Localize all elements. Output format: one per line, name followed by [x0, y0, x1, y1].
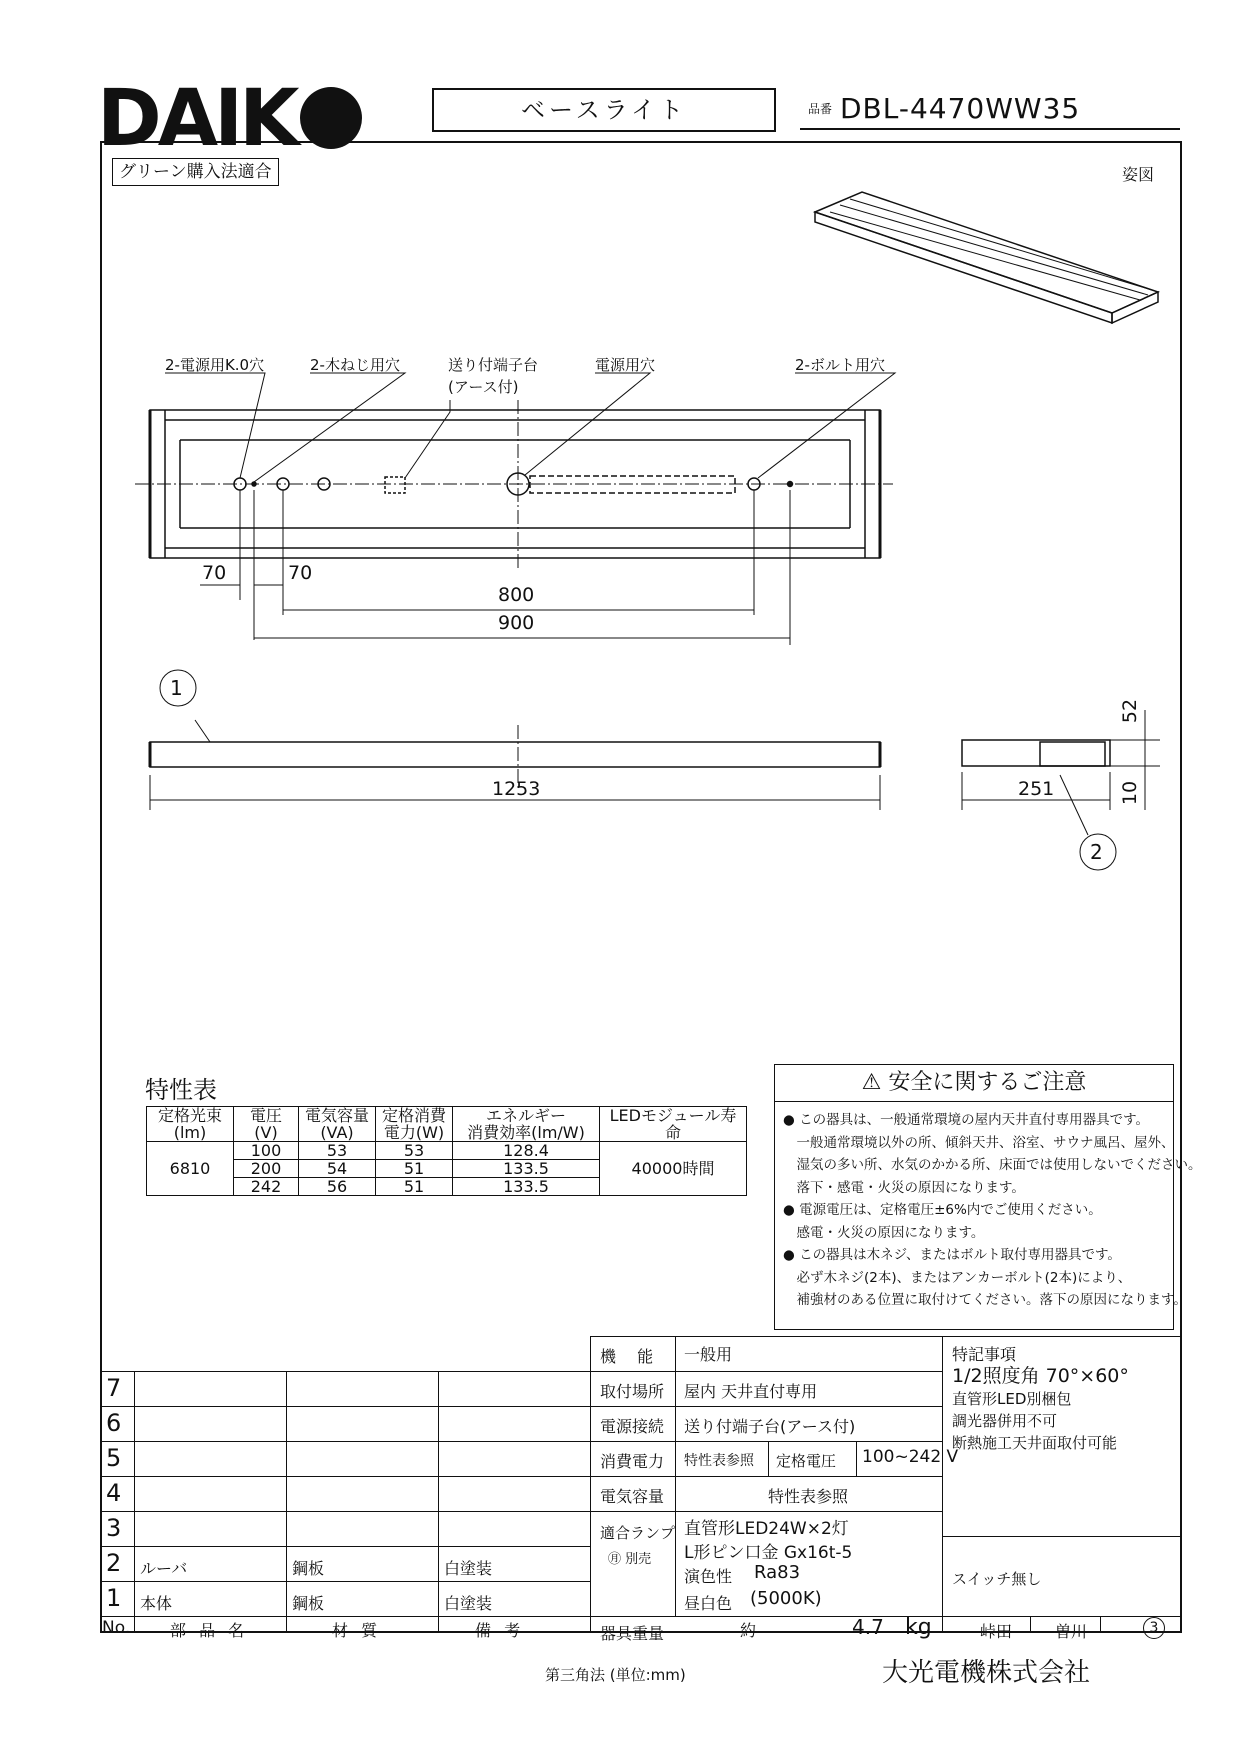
safety-line: 必ず木ネジ(2本)、またはアンカーボルト(2本)により、 — [783, 1269, 1132, 1286]
part-no: 5 — [106, 1444, 122, 1472]
spec-lamp-sub: ㊊ 別売 — [608, 1552, 652, 1567]
footer-material: 材 質 — [332, 1621, 382, 1640]
footer-name: 部 品 名 — [170, 1621, 249, 1640]
spec-weight-unit: kg — [905, 1615, 932, 1640]
spec-lamp-4: (5000K) — [750, 1588, 822, 1609]
notes-line-3: 調光器併用不可 — [952, 1412, 1058, 1430]
callout-2: 2 — [1090, 840, 1103, 864]
label-terminal: 送り付端子台 — [448, 356, 539, 374]
projection-method: 第三角法 (単位:mm) — [545, 1666, 686, 1684]
cell-va: 54 — [299, 1160, 376, 1178]
safety-line: 落下・感電・火災の原因になります。 — [783, 1179, 1025, 1196]
spec-label-capacity: 電気容量 — [600, 1487, 665, 1506]
revision-mark: 3 — [1143, 1617, 1165, 1639]
safety-line: ● 電源電圧は、定格電圧±6%内でご使用ください。 — [783, 1202, 1102, 1218]
label-wood-screw: 2-木ねじ用穴 — [310, 356, 400, 374]
product-type-box: ベースライト — [432, 88, 776, 132]
spec-label-kinou: 機 能 — [600, 1347, 662, 1366]
safety-body — [783, 1109, 1202, 1312]
th-va: 電気容量 (VA) — [299, 1107, 376, 1142]
part-material: 鋼板 — [292, 1559, 325, 1578]
spec-label-weight: 器具重量 — [600, 1624, 665, 1643]
cell-v: 200 — [234, 1160, 299, 1178]
part-no: 6 — [106, 1409, 122, 1437]
tokusei-title: 特性表 — [145, 1076, 217, 1104]
spec-lamp-4-label: 昼白色 — [684, 1594, 733, 1613]
spec-label-lamp: 適合ランプ — [600, 1524, 676, 1542]
notes-line-1: 1/2照度角 70°×60° — [952, 1365, 1129, 1387]
spec-capacity: 特性表参照 — [768, 1487, 849, 1506]
title-block — [100, 1336, 1182, 1643]
hinban-label: 品番 — [808, 102, 833, 116]
notes-line-2: 直管形LED別梱包 — [952, 1390, 1072, 1408]
cell-va: 53 — [299, 1142, 376, 1160]
part-no: 3 — [106, 1514, 122, 1542]
sign-1: 峠田 — [980, 1622, 1013, 1641]
label-bolt: 2-ボルト用穴 — [795, 356, 885, 374]
spec-place: 屋内 天井直付専用 — [684, 1382, 818, 1401]
part-note: 白塗装 — [444, 1559, 493, 1578]
safety-line: 一般通常環境以外の所、傾斜天井、浴室、サウナ風呂、屋外、 — [783, 1134, 1175, 1151]
spec-rated: 100~242 V — [862, 1447, 959, 1467]
cell-w: 53 — [376, 1142, 453, 1160]
part-no: 2 — [106, 1549, 122, 1577]
dim-70-right: 70 — [288, 562, 313, 584]
spec-lamp-3: Ra83 — [754, 1562, 801, 1583]
tokusei-table — [146, 1106, 747, 1196]
cell-va: 56 — [299, 1178, 376, 1196]
spec-conn: 送り付端子台(アース付) — [684, 1417, 856, 1436]
callout-1: 1 — [170, 676, 183, 700]
cell-eff: 128.4 — [453, 1142, 600, 1160]
th-voltage: 電圧 (V) — [234, 1107, 299, 1142]
notes-title: 特記事項 — [952, 1345, 1017, 1364]
safety-line: ● この器具は木ネジ、またはボルト取付専用器具です。 — [783, 1247, 1121, 1263]
green-purchase-badge: グリーン購入法適合 — [112, 158, 279, 186]
spec-rated-label: 定格電圧 — [776, 1452, 837, 1470]
dim-900: 900 — [498, 612, 535, 634]
model-number: DBL-4470WW35 — [840, 92, 1081, 125]
part-material: 鋼板 — [292, 1594, 325, 1613]
th-life: LEDモジュール寿命 — [600, 1107, 747, 1142]
th-flux: 定格光束 (lm) — [147, 1107, 234, 1142]
safety-title: ⚠ 安全に関するご注意 — [775, 1065, 1173, 1102]
label-terminal-sub: (アース付) — [448, 378, 519, 396]
part-no: 7 — [106, 1374, 122, 1402]
spec-label-place: 取付場所 — [600, 1382, 665, 1401]
dim-10: 10 — [1119, 780, 1142, 806]
dim-1253: 1253 — [492, 778, 541, 800]
figure-label: 姿図 — [1122, 165, 1155, 184]
dim-800: 800 — [498, 584, 535, 606]
spec-lamp-2: L形ピン口金 Gx16t-5 — [684, 1543, 853, 1563]
spec-weight-approx: 約 — [740, 1621, 757, 1640]
spec-lamp-1: 直管形LED24W×2灯 — [684, 1519, 849, 1539]
company-name: 大光電機株式会社 — [882, 1658, 1091, 1688]
label-power-hole: 電源用穴 — [595, 356, 656, 374]
cell-life: 40000時間 — [600, 1142, 747, 1196]
cell-flux: 6810 — [147, 1142, 234, 1196]
spec-lamp-3-label: 演色性 — [684, 1567, 733, 1586]
part-no: 1 — [106, 1584, 122, 1612]
th-efficiency: エネルギー 消費効率(lm/W) — [453, 1107, 600, 1142]
dim-52: 52 — [1119, 698, 1142, 724]
safety-line: 感電・火災の原因になります。 — [783, 1224, 985, 1241]
part-note: 白塗装 — [444, 1594, 493, 1613]
cell-w: 51 — [376, 1178, 453, 1196]
spec-power-ref: 特性表参照 — [684, 1453, 754, 1469]
daiko-logo: DAIK — [97, 80, 362, 158]
safety-line: ● この器具は、一般通常環境の屋内天井直付専用器具です。 — [783, 1112, 1149, 1128]
isometric-view — [815, 192, 1158, 323]
sign-2: 曽川 — [1055, 1622, 1088, 1641]
cell-eff: 133.5 — [453, 1160, 600, 1178]
dim-251: 251 — [1018, 778, 1055, 800]
cell-eff: 133.5 — [453, 1178, 600, 1196]
spec-label-power: 消費電力 — [600, 1452, 665, 1471]
safety-line: 補強材のある位置に取付けてください。落下の原因になります。 — [783, 1292, 1187, 1308]
footer-note: 備 考 — [475, 1621, 525, 1640]
notes-switch: スイッチ無し — [952, 1570, 1042, 1588]
part-no: 4 — [106, 1479, 122, 1507]
safety-notice — [774, 1064, 1202, 1330]
cell-w: 51 — [376, 1160, 453, 1178]
label-power-k0: 2-電源用K.0穴 — [165, 356, 265, 374]
cell-v: 100 — [234, 1142, 299, 1160]
safety-line: 湿気の多い所、水気のかかる所、床面では使用しないでください。 — [783, 1157, 1202, 1173]
part-name: ルーバ — [140, 1559, 188, 1578]
end-view — [962, 710, 1160, 835]
part-name: 本体 — [140, 1594, 173, 1613]
spec-label-conn: 電源接続 — [600, 1417, 665, 1436]
warning-icon: ⚠ — [861, 1070, 882, 1095]
footer-no: No. — [102, 1618, 131, 1638]
dim-70-left: 70 — [202, 562, 227, 584]
spec-weight: 4.7 — [852, 1615, 884, 1639]
notes-line-4: 断熱施工天井面取付可能 — [952, 1434, 1118, 1452]
th-watt: 定格消費 電力(W) — [376, 1107, 453, 1142]
cell-v: 242 — [234, 1178, 299, 1196]
spec-kinou: 一般用 — [684, 1345, 733, 1364]
